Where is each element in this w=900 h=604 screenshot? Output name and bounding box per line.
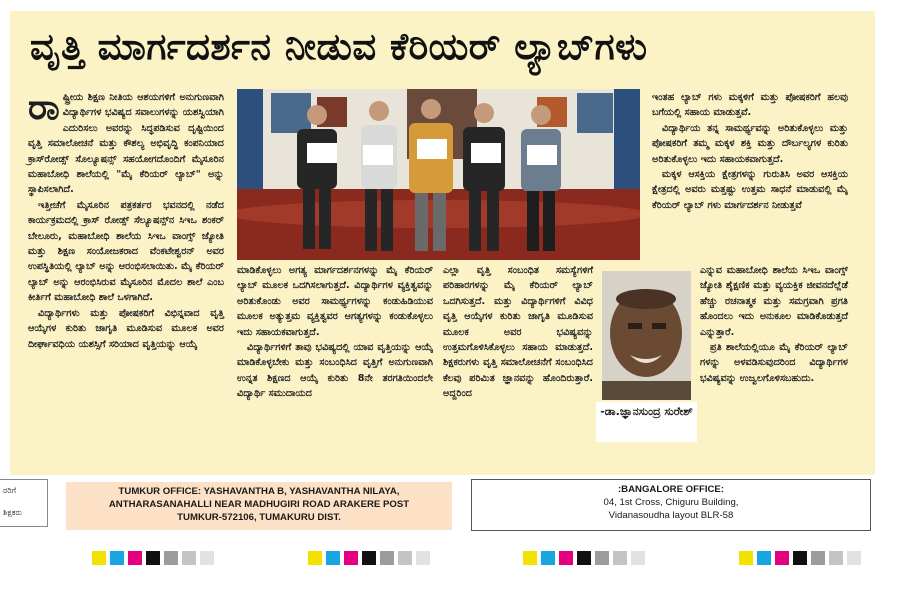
color-swatch-group: [739, 550, 865, 564]
color-swatch: [811, 551, 825, 565]
color-swatch: [613, 551, 627, 565]
color-swatch: [326, 551, 340, 565]
color-swatch: [793, 551, 807, 565]
paragraph: ವಿದ್ಯಾರ್ಥಿಗಳು ಮತ್ತು ಪೋಷಕರಿಗೆ ವಿಭಿನ್ನವಾದ ವೃತ್ತಿ ಆಯ್ಕೆಗಳ ಕುರಿತು ಜಾಗೃತಿ ಮೂಡಿಸುವ ಮೂಲಕ ಅವರ ದೀರ್ಘಾವಧಿಯ ಯಶಸ್ಸಿಗೆ ಸರಿಯಾದ ವೃತ್ತಿಯನ್ನು ಆಯ್ಕೆ: [28, 307, 224, 350]
stub-text: ರರಿಗೆ: [3, 486, 17, 495]
color-swatch: [541, 551, 555, 565]
color-swatch: [146, 551, 160, 565]
paragraph: ಎನ್ನುವ ಮಹಾಬೋಧಿ ಶಾಲೆಯ ಸಿಇಒ ವಾಂಗ್ಸ್ ಜ್ಯೋತಿ ಶೈಕ್ಷಣಿಕ ಮತ್ತು ವ್ಯಯಕ್ತಿಕ ಜೀವನದೆಲ್ಲೆಡೆ ಹೆಚ್ಚು ರಚನಾತ್ಮಕ ಮತ್ತು ಸಮಗ್ರವಾಗಿ ಪ್ರಗತಿ ಹೊಂದಲು ಇದು ಅನುಕೂಲ ಮಾಡಿಕೊಡುತ್ತದೆ ಎನ್ನುತ್ತಾರೆ.: [700, 265, 848, 338]
tumkur-line-1: TUMKUR OFFICE: YASHAVANTHA B, YASHAVANTHA NILAYA,: [118, 486, 400, 497]
color-swatch: [775, 551, 789, 565]
bangalore-line-3: Vidanasoudha layout BLR-58: [608, 510, 734, 521]
color-swatch: [631, 551, 645, 565]
color-swatch: [416, 551, 430, 565]
tumkur-office-box: [66, 482, 452, 530]
drop-cap: ರಾ: [28, 87, 60, 128]
color-swatch: [829, 551, 843, 565]
color-swatch: [362, 551, 376, 565]
lead-paragraph: ಷ್ಟ್ರೀಯ ಶಿಕ್ಷಣ ನೀತಿಯ ಆಶಯಗಳಿಗೆ ಅನುಗುಣವಾಗಿ ವಿದ್ಯಾರ್ಥಿಗಳ ಭವಿಷ್ಯದ ಸವಾಲುಗಳನ್ನು ಯಶಸ್ವಿಯಾಗಿ ಎದುರಿಸಲು ಅವರನ್ನು ಸಿದ್ಧಪಡಿಸುವ ದೃಷ್ಟಿಯಿಂದ ವೃತ್ತಿ ಸಮಾಲೋಚನೆ ಮತ್ತು ಕೌಶಲ್ಯ ಅಭಿವೃದ್ಧಿ ಕಂಪನಿಯಾದ ಕ್ರಾಸ್‌ರೋಡ್ಸ್ ಸೊಲ್ಯೂಷನ್ಸ್ ಸಹಯೋಗದೊಂದಿಗೆ ಮೈಸೂರಿನ ಮಹಾಬೋಧಿ ಶಾಲೆಯಲ್ಲಿ "ಮೈ ಕೆರಿಯರ್ ಲ್ಯಾಬ್" ಅನ್ನು ಸ್ಥಾಪಿಸಲಾಗಿದೆ.: [28, 92, 224, 196]
color-swatch-group: [523, 550, 649, 564]
portrait-caption: -ಡಾ.ಜ್ಞಾನಸುಂದ್ರ ಸುರೇಶ್: [596, 402, 697, 442]
color-swatch: [92, 551, 106, 565]
color-swatch: [739, 551, 753, 565]
paragraph: ವಿದ್ಯಾರ್ಥಿಗಳಿಗೆ ತಾವು ಭವಿಷ್ಯದಲ್ಲಿ ಯಾವ ವೃತ್ತಿಯನ್ನು ಆಯ್ಕೆ ಮಾಡಿಕೊಳ್ಳಬೇಕು ಮತ್ತು ಸಂಬಂಧಿಸಿದ ವೃತ್ತಿಗೆ ಅನುಗುಣವಾಗಿ ಉನ್ನತ ಶಿಕ್ಷಣದ ಆಯ್ಕೆ ಕುರಿತು 8ನೇ ತರಗತಿಯಿಂದಲೇ ವಿದ್ಯಾರ್ಥಿ ಸಮುದಾಯದ: [237, 342, 433, 400]
color-swatch: [577, 551, 591, 565]
article-column-4: [652, 90, 848, 213]
color-swatch: [523, 551, 537, 565]
color-swatch: [182, 551, 196, 565]
bangalore-line-2: 04, 1st Cross, Chiguru Building,: [603, 497, 739, 508]
color-swatch: [757, 551, 771, 565]
article-column-1: [28, 87, 224, 352]
color-swatch: [398, 551, 412, 565]
paragraph: ಇತ್ತೀಚೆಗೆ ಮೈಸೂರಿನ ಪತ್ರಕರ್ತರ ಭವನದಲ್ಲಿ ನಡೆದ ಕಾರ್ಯಕ್ರಮದಲ್ಲಿ ಕ್ರಾಸ್ ರೋಡ್ಸ್ ಸೆಲ್ಯೂಷನ್ಸ್‌ನ ಸಿಇಒ ಶಂಕರ್ ಬೇಲೂರು, ಮಹಾಬೋಧಿ ಶಾಲೆಯ ಸಿಇಒ ವಾಂಗ್ಸ್ ಜ್ಯೋತಿ ಮತ್ತು ಶಿಕ್ಷಣ ಸಂಯೋಜಕರಾದ ವೆಂಕಟೇಶ್ವರನ್ ಅವರ ಉಪಸ್ಥಿತಿಯಲ್ಲಿ ಲ್ಯಾಬ್ ಅನ್ನು ಆರಂಭಿಸಲಾಯಿತು. ಮೈ ಕೆರಿಯರ್ ಲ್ಯಾಬ್ ಅನ್ನು ಆರಂಭಿಸಿರುವ ಮೈಸೂರಿನ ಮೊದಲ ಶಾಲೆ ಎಂಬ ಕೀರ್ತಿಗೆ ಮಹಾಬೋಧಿ ಶಾಲೆ ಒಳಗಾಗಿದೆ.: [28, 199, 224, 304]
tumkur-line-3: TUMKUR-572106, TUMAKURU DIST.: [177, 512, 341, 523]
stub-text: ಶಿಕ್ಷಕರು: [3, 508, 23, 517]
paragraph: ಇಂತಹ ಲ್ಯಾಬ್ ಗಳು ಮಕ್ಕಳಿಗೆ ಮತ್ತು ಪೋಷಕರಿಗೆ ಹಲವು ಬಗೆಯಲ್ಲಿ ಸಹಾಯ ಮಾಡುತ್ತವೆ.: [652, 92, 848, 119]
portrait-photo: [602, 271, 691, 400]
color-swatch: [110, 551, 124, 565]
color-swatch: [164, 551, 178, 565]
article-column-5: [700, 263, 848, 386]
color-swatch: [128, 551, 142, 565]
color-swatch: [308, 551, 322, 565]
color-swatch: [380, 551, 394, 565]
color-swatch-group: [308, 550, 434, 564]
paragraph: ಪ್ರತಿ ಶಾಲೆಯಲ್ಲಿಯೂ ಮೈ ಕೆರಿಯರ್ ಲ್ಯಾಬ್ ಗಳನ್ನು ಅಳವಡಿಸುವುದರಿಂದ ವಿದ್ಯಾರ್ಥಿಗಳ ಭವಿಷ್ಯವನ್ನು ಉಜ್ವಲಗೊಳಿಸಬಹುದು.: [700, 342, 848, 384]
paragraph: ಮಕ್ಕಳ ಆಸಕ್ತಿಯ ಕ್ಷೇತ್ರಗಳನ್ನು ಗುರುತಿಸಿ ಅವರ ಆಸಕ್ತಿಯ ಕ್ಷೇತ್ರದಲ್ಲಿ ಅವರು ಮತ್ತಷ್ಟು ಉತ್ತಮ ಸಾಧನೆ ಮಾಡುವಲ್ಲಿ ಮೈ ಕೆರಿಯರ್ ಲ್ಯಾಬ್ ಗಳು ಮಾರ್ಗದರ್ಶನ ನೀಡುತ್ತವೆ: [652, 169, 848, 211]
color-swatch: [559, 551, 573, 565]
bangalore-office-box: [471, 479, 871, 531]
color-swatch: [200, 551, 214, 565]
paragraph: ವಿದ್ಯಾರ್ಥಿಯ ತನ್ನ ಸಾಮರ್ಥ್ಯವನ್ನು ಅರಿತುಕೊಳ್ಳಲು ಮತ್ತು ಪೋಷಕರಿಗೆ ತಮ್ಮ ಮಕ್ಕಳ ಶಕ್ತಿ ಮತ್ತು ದೌರ್ಬಲ್ಯಗಳ ಕುರಿತು ಅರಿತುಕೊಳ್ಳಲು ಇದು ಸಹಾಯಕವಾಗುತ್ತದೆ.: [652, 122, 848, 165]
color-swatch: [344, 551, 358, 565]
headline: ವೃತ್ತಿ ಮಾರ್ಗದರ್ಶನ ನೀಡುವ ಕೆರಿಯರ್ ಲ್ಯಾಬ್‌ಗಳು: [30, 25, 648, 68]
color-swatch: [847, 551, 861, 565]
color-swatch: [595, 551, 609, 565]
bangalore-heading: :BANGALORE OFFICE:: [617, 484, 725, 495]
article-column-2: [237, 263, 433, 402]
color-swatch-group: [92, 550, 218, 564]
paragraph: ಎಲ್ಲಾ ವೃತ್ತಿ ಸಂಬಂಧಿತ ಸಮಸ್ಯೆಗಳಿಗೆ ಪರಿಹಾರಗಳನ್ನು ಮೈ ಕೆರಿಯರ್ ಲ್ಯಾಬ್ ಒದಗಿಸುತ್ತದೆ. ಮತ್ತು ವಿದ್ಯಾರ್ಥಿಗಳಿಗೆ ವಿವಿಧ ವೃತ್ತಿ ಆಯ್ಕೆಗಳ ಕುರಿತು ಜಾಗೃತಿ ಮೂಡಿಸುವ ಮೂಲಕ ಅವರ ಭವಿಷ್ಯವನ್ನು ಉತ್ತಮಗೊಳಿಸಿಕೊಳ್ಳಲು ಸಹಾಯ ಮಾಡುತ್ತದೆ. ಶಿಕ್ಷಕರುಗಳು ವೃತ್ತಿ ಸಮಾಲೋಚನೆಗೆ ಸಂಬಂಧಿಸಿದ ಕೆಲವು ಪರಿಮಿತ ಜ್ಞಾನವನ್ನು ಹೊಂದಿರುತ್ತಾರೆ. ಅದ್ದರಿಂದ: [443, 265, 593, 400]
group-photo: [237, 89, 640, 260]
tumkur-line-2: ANTHARASANAHALLI NEAR MADHUGIRI ROAD ARAKERE POST: [108, 499, 410, 510]
left-cutoff-box: [0, 479, 48, 527]
paragraph: ಮಾಡಿಕೊಳ್ಳಲು ಅಗತ್ಯ ಮಾರ್ಗದರ್ಶನಗಳನ್ನು ಮೈ ಕೆರಿಯರ್ ಲ್ಯಾಬ್ ಮೂಲಕ ಒದಗಿಸಲಾಗುತ್ತದೆ. ವಿದ್ಯಾರ್ಥಿಗಳ ವ್ಯಕ್ತಿತ್ವವನ್ನು ಅರಿತುಕೊಂಡು ಅವರ ಸಾಮರ್ಥ್ಯಗಳನ್ನು ಕಂಡುಹಿಡಿಯುವ ಮೂಲಕ ಅತ್ಯುತ್ತಮ ವ್ಯಕ್ತಿತ್ವವರ ಆಗತ್ಯಗಳನ್ನು ಕಂಡುಕೊಳ್ಳಲು ಇದು ಸಹಾಯಕವಾಗುತ್ತದೆ.: [237, 265, 433, 338]
article-column-3: [443, 263, 593, 402]
